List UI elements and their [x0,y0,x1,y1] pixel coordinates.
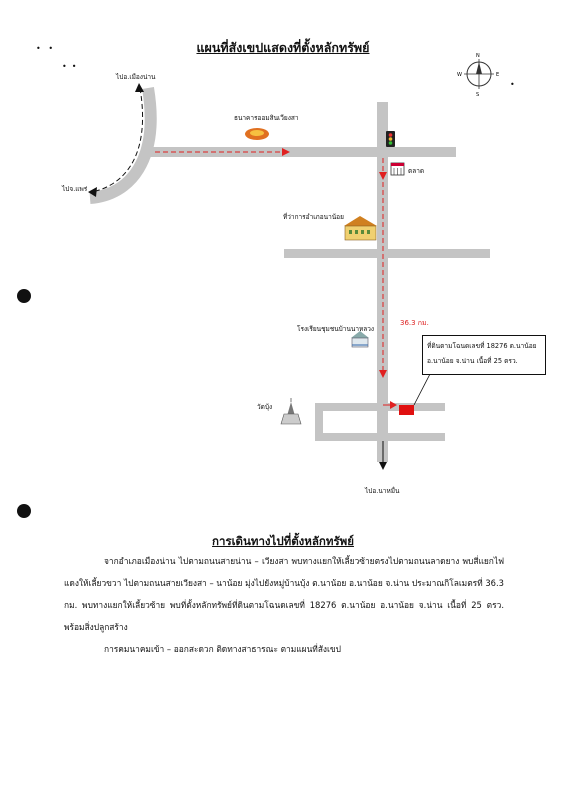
label-na-muen: ไปอ.นาหมื่น [365,487,400,495]
punch-hole [17,289,31,303]
label-district-office: ที่ว่าการอำเภอนาน้อย [283,213,344,221]
label-mueang-nan: ไปอ.เมืองน่าน [116,73,156,81]
road-side-bottom [315,433,445,441]
label-market: ตลาด [408,167,425,175]
distance-label: 36.3 กม. [400,319,429,327]
temple-icon [281,398,301,424]
market-icon [391,163,404,175]
page-title: แผนที่สังเขปแสดงที่ตั้งหลักทรัพย์ [196,40,370,55]
arrow-up-icon [135,83,144,92]
directions-paragraph-2: การคมนาคมเข้า – ออกสะดวก ติดทางสาธารณะ ตามแผนที่สังเขป [104,644,341,654]
label-temple: วัดบุ้ง [257,403,273,411]
label-school: โรงเรียนชุมชนบ้านนาหลวง [297,325,375,333]
road-horizontal-mid [284,249,490,258]
scan-specks: • [510,80,515,89]
property-marker [399,405,414,415]
callout-line-2: อ.นาน้อย จ.น่าน เนื้อที่ 25 ตรว. [427,357,518,365]
compass-e: E [496,72,500,78]
punch-hole [17,504,31,518]
directions-heading: การเดินทางไปที่ตั้งหลักทรัพย์ [212,534,354,548]
callout-leader [414,374,430,405]
label-bank: ธนาคารออมสินเวียงสา [234,114,299,122]
callout-line-1: ที่ดินตามโฉนดเลขที่ 18276 ต.นาน้อย [427,342,537,350]
compass-w: W [457,72,462,78]
compass-s: S [476,92,480,98]
road-side-top [315,403,445,411]
bank-logo-icon [245,128,269,140]
property-callout [422,335,546,375]
scan-specks: • • [62,62,77,71]
traffic-light-icon [386,131,395,147]
directions-text [64,550,504,660]
scan-specks: • • [36,44,54,53]
directions-paragraph-1: จากอำเภอเมืองน่าน ไปตามถนนสายน่าน – เวียงสา พบทางแยกให้เลี้ยวซ้ายตรงไปตามถนนลาดยาง พบสี่แยกไฟแดงให้เลี้ยวขวา ไปตามถนนสายเวียงสา – นาน้อย มุ่งไปยังหมู่บ้านบุ้ง ต.นาน้อย อ.นาน้อย จ.น่าน ประมาณกิโลเมตรที่ 36.3 กม. พบทางแยกให้เลี้ยวซ้าย พบที่ตั้งหลักทรัพย์ที่ดินตามโฉนดเลขที่ 18276 ต.นาน้อย อ.นาน้อย จ.น่าน เนื้อที่ 25 ตรว. พร้อมสิ่งปลูกสร้าง [64,556,504,632]
label-phrae: ไปจ.แพร่ [62,185,88,193]
road-horizontal-top [146,147,456,157]
compass-icon [457,53,499,98]
arrow-down-icon [379,462,387,470]
district-office-icon [344,216,377,240]
compass-n: N [476,53,480,59]
